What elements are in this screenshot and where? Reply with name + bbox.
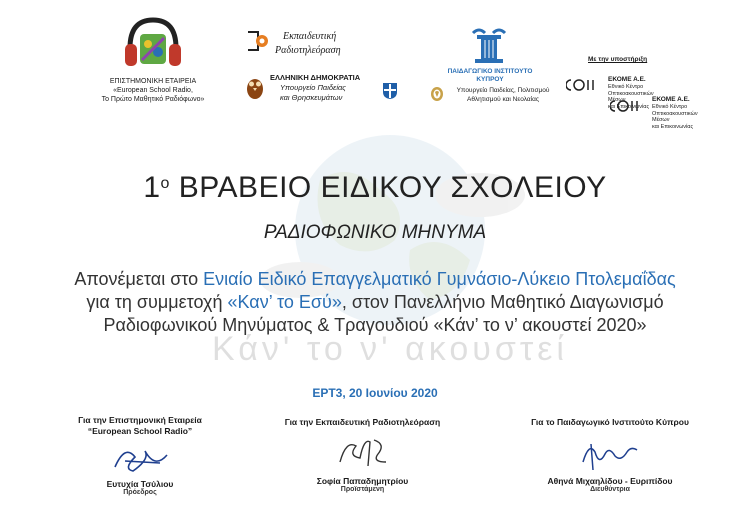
edu-radio-caption bbox=[275, 30, 385, 58]
cyprus-emblem-icon bbox=[430, 86, 444, 102]
award-text bbox=[70, 268, 680, 337]
ekome-desc3-2: και Επικοινωνίας bbox=[652, 123, 694, 130]
ekome-desc1-1: Εθνικό Κέντρο bbox=[608, 84, 644, 90]
support-heading: Με την υποστήριξη bbox=[588, 56, 648, 63]
ekome-caption-2 bbox=[652, 96, 712, 130]
ekome-icon bbox=[566, 79, 600, 91]
title-text: ΒΡΑΒΕΙΟ ΕΙΔΙΚΟΥ ΣΧΟΛΕΙΟΥ bbox=[169, 171, 607, 204]
signature-title: Πρόεδρος bbox=[123, 489, 157, 496]
cyprus-institute-caption bbox=[440, 68, 540, 84]
ekome-desc1-2: Εθνικό Κέντρο bbox=[652, 104, 688, 110]
cyprus-ministry-caption bbox=[448, 87, 558, 104]
certificate-subtitle: ΡΑΔΙΟΦΩΝΙΚΟ ΜΗΝΥΜΑ bbox=[263, 222, 487, 243]
edu-radio-line2: Ραδιοτηλεόραση bbox=[275, 45, 341, 56]
ekome-desc3-1: και Επικοινωνίας bbox=[608, 103, 650, 110]
ekome-name-2: ΕΚΟΜΕ Α.Ε. bbox=[652, 96, 690, 103]
esr-logo bbox=[122, 14, 184, 74]
signature-title: Διευθύντρια bbox=[590, 486, 630, 493]
signature-block-edu-radio bbox=[270, 417, 455, 493]
esr-line1: ΕΠΙΣΤΗΜΟΝΙΚΗ ΕΤΑΙΡΕΙΑ bbox=[109, 78, 197, 85]
greek-ministry-line3: και Θρησκευμάτων bbox=[280, 93, 343, 102]
ekome-desc2-2: Οπτικοακουστικών Μέσων bbox=[652, 110, 698, 123]
signature-block-cyprus bbox=[515, 417, 705, 493]
owl-logo bbox=[244, 72, 266, 100]
award-text-part2: για τη συμμετοχή bbox=[86, 292, 228, 312]
ekome-logo-1 bbox=[566, 78, 600, 90]
entry-title: «Καν’ το Εσύ» bbox=[227, 292, 342, 312]
edu-radio-line1: Εκπαιδευτική bbox=[283, 31, 337, 42]
title-ordinal: ο bbox=[160, 175, 170, 192]
signature-name: Ευτυχία Τσύλιου bbox=[106, 479, 174, 489]
cyprus-institute-line2: ΚΥΠΡΟΥ bbox=[476, 76, 504, 83]
headphones-icon bbox=[122, 14, 184, 74]
ekome-logo-2 bbox=[610, 99, 644, 111]
ekome-icon bbox=[610, 100, 644, 112]
signature-title: Προϊστάμενη bbox=[340, 486, 385, 493]
signature-role: Για την Εκπαιδευτική Ραδιοτηλεόραση bbox=[284, 417, 441, 427]
signature-scribble bbox=[105, 439, 175, 479]
ekome-name-1: ΕΚΟΜΕ Α.Ε. bbox=[608, 76, 646, 83]
signature-role-2: “European School Radio” bbox=[87, 426, 193, 436]
ekome-desc2-1: Οπτικοακουστικών Μέσων bbox=[608, 90, 654, 103]
edu-radio-logo bbox=[244, 28, 270, 54]
greek-ministry-line1: ΕΛΛΗΝΙΚΗ ΔΗΜΟΚΡΑΤΙΑ bbox=[270, 73, 361, 82]
cyprus-ministry-line1: Υπουργείο Παιδείας, Πολιτισμού bbox=[456, 87, 550, 94]
watermark-text: Κάν' το ν' ακουστεί bbox=[212, 330, 568, 368]
greek-emblem bbox=[382, 82, 398, 100]
esr-line2: «European School Radio, bbox=[113, 87, 193, 94]
date-line: ΕΡΤ3, 20 Ιουνίου 2020 bbox=[312, 386, 438, 400]
school-name: Ενιαίο Ειδικό Επαγγελματικό Γυμνάσιο-Λύκειο Πτολεμαΐδας bbox=[203, 269, 676, 289]
column-icon bbox=[463, 25, 515, 65]
award-text-part1: Απονέμεται στο bbox=[74, 269, 204, 289]
signature-scribble bbox=[328, 432, 398, 476]
owl-icon bbox=[244, 72, 266, 100]
cyprus-institute-line1: ΠΑΙΔΑΓΩΓΙΚΟ ΙΝΣΤΙΤΟΥΤΟ bbox=[447, 68, 533, 75]
signature-role: Για την Επιστημονική Εταιρεία bbox=[78, 415, 202, 425]
greek-emblem-icon bbox=[382, 82, 398, 100]
cyprus-ministry-line2: Αθλητισμού και Νεολαίας bbox=[467, 95, 539, 103]
esr-caption bbox=[78, 77, 228, 104]
signature-name: Αθηνά Μιχαηλίδου - Ευριπίδου bbox=[547, 476, 673, 486]
certificate-title bbox=[0, 171, 750, 205]
cyprus-emblem bbox=[430, 86, 444, 102]
award-text-part3: , στον Πανελλήνιο Μαθητικό Διαγωνισμό Ραδιοφωνικού Μηνύματος & Τραγουδιού «Κάν’ το ν’ ακουστεί 2020» bbox=[103, 292, 664, 335]
title-number: 1 bbox=[143, 171, 161, 204]
esr-line3: Το Πρώτο Μαθητικό Ραδιόφωνο» bbox=[101, 96, 205, 103]
signature-block-esr bbox=[55, 415, 225, 496]
edu-tv-icon bbox=[244, 28, 270, 54]
watermark-globe bbox=[180, 120, 600, 390]
signature-role: Για το Παιδαγωγικό Ινστιτούτο Κύπρου bbox=[531, 417, 689, 427]
cyprus-institute-logo bbox=[463, 25, 515, 65]
greek-ministry-line2: Υπουργείο Παιδείας bbox=[280, 83, 346, 92]
signature-scribble bbox=[575, 432, 645, 476]
greek-ministry-caption bbox=[270, 73, 380, 103]
signature-name: Σοφία Παπαδημητρίου bbox=[316, 476, 409, 486]
